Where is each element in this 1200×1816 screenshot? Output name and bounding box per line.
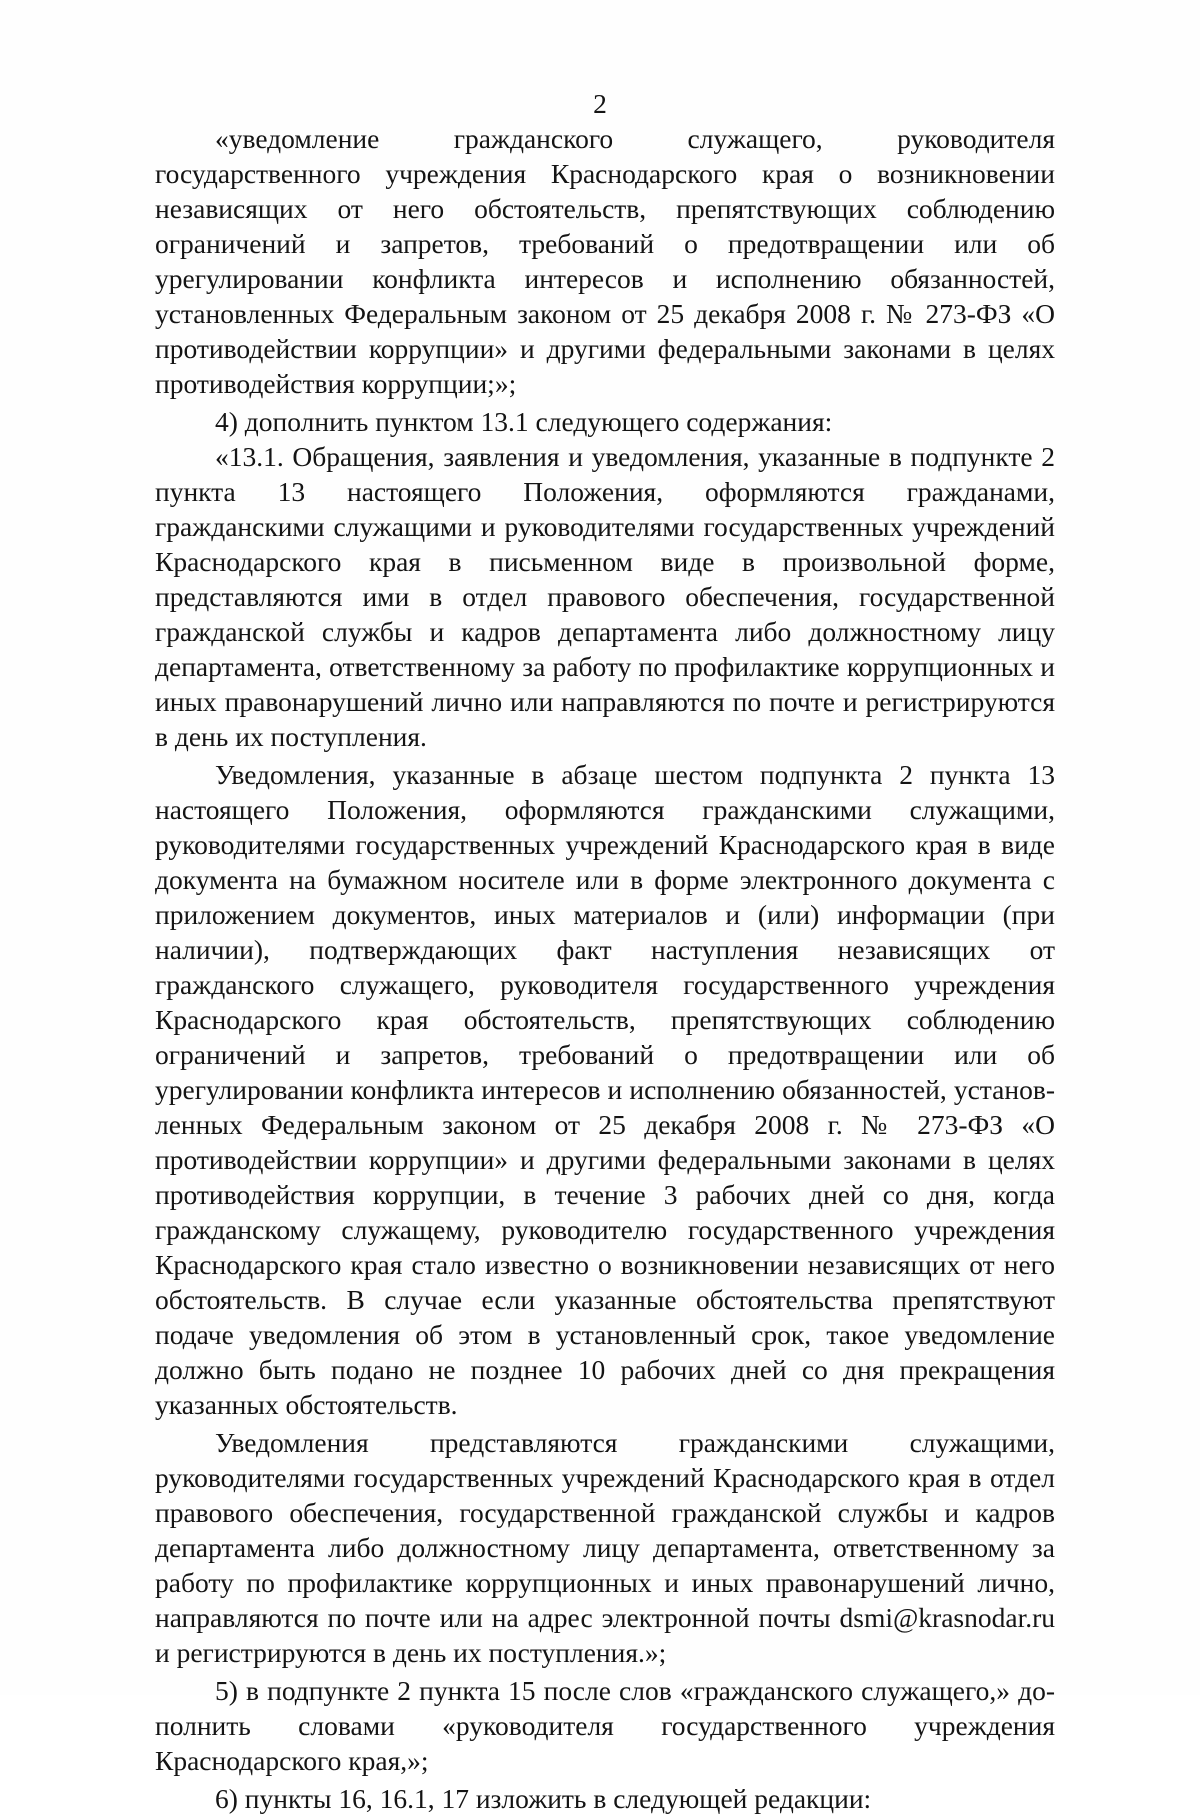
paragraph-notifications-submitted: Уведомления представляются гражданскими служащими, руководителями государственных учреждений Краснодарского края в отдел правового обеспечения, государственной гражданской службы и кадров департамента либо должностному лицу департамента, ответственному за работу по профилактике коррупционных и иных правонарушений лично, направляются по почте или на адрес электронной почты dsmi@krasnodar.ru и регистрируются в день их поступления.»; [155,1427,1055,1668]
paragraph-item-6: 6) пункты 16, 16.1, 17 изложить в следующей редакции: [215,1783,872,1814]
page-number: 2 [593,88,607,119]
document-body [155,121,1055,1816]
paragraph-item-5: 5) в подпункте 2 пункта 15 после слов «гражданского служащего,» дополнить словами «руководителя государственного учреждения Краснодарского края,»; [155,1675,1055,1776]
paragraph-quoted-notice: «уведомление гражданского служащего, руководителя государственного учреждения Краснодарского края о возникновении независящих от него обстоятельств, препятствующих соблюдению ограничений и запретов, требований о предотвращении или об урегулировании конфликта интересов и исполнению обязанностей, установленных Федеральным законом от 25 декабря 2008 г. № 273-ФЗ «О противодействии коррупции» и другими федеральными законами в целях противодействия коррупции;»; [155,123,1055,399]
paragraph-13-1: «13.1. Обращения, заявления и уведомления, указанные в подпункте 2 пункта 13 настоящего Положения, оформляются гражданами, гражданскими служащими и руководителями государственных учреждений Краснодарского края в письменном виде в произвольной форме, представляются ими в отдел правового обеспечения, государственной гражданской службы и кадров департамента либо должностному лицу департамента, ответственному за работу по профилактике коррупционных и иных правонарушений лично или направляются по почте и регистрируются в день их поступления. [155,441,1055,752]
paragraph-notifications-abzac: Уведомления, указанные в абзаце шестом подпункта 2 пункта 13 настоящего Положения, оформляются гражданскими служащими, руководителями государственных учреждений Краснодарского края в виде документа на бумажном носителе или в форме электронного документа с приложением документов, иных материалов и (или) информации (при наличии), подтверждающих факт наступления независящих от гражданского служащего, руководителя государственного учреждения Краснодарского края обстоятельств, препятствующих соблюдению ограничений и запретов, требований о предотвращении или об урегулировании конфликта интересов и исполнению обязанностей, установленных Федеральным законом от 25 декабря 2008 г. № 273-ФЗ «О противодействии коррупции» и другими федеральными законами в целях противодействия коррупции, в течение 3 рабочих дней со дня, когда гражданскому служащему, руководителю государственного учреждения Краснодарского края стало известно о возникновении независящих от него обстоятельств. В случае если указанные обстоятельства препятствуют подаче уведомления об этом в установленный срок, такое уведомление должно быть подано не позднее 10 рабочих дней со дня прекращения указанных обстоятельств. [155,759,1055,1420]
paragraph-item-4: 4) дополнить пунктом 13.1 следующего содержания: [215,406,833,437]
